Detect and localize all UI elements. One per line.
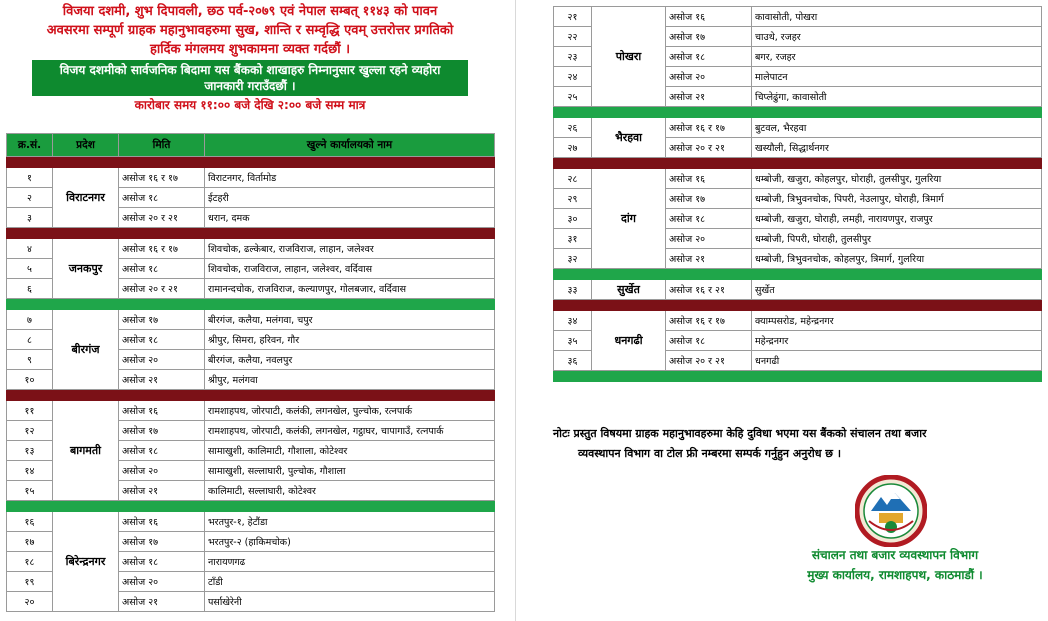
separator-band	[7, 299, 495, 310]
serial-number: ३	[7, 208, 53, 228]
open-date: असोज १६ र १७	[119, 168, 205, 188]
header-province: प्रदेश	[53, 134, 119, 157]
open-offices: क्याम्पसरोड, महेन्द्रनगर	[752, 311, 1042, 331]
open-date: असोज २०	[666, 229, 752, 249]
open-date: असोज १८	[119, 330, 205, 350]
group-separator	[554, 269, 1042, 280]
group-separator	[7, 157, 495, 168]
open-offices: टाँडी	[205, 572, 495, 592]
open-date: असोज २०	[119, 572, 205, 592]
open-date: असोज १८	[119, 441, 205, 461]
open-offices: धरान, दमक	[205, 208, 495, 228]
table-row	[7, 168, 495, 188]
open-offices: बगर, रजहर	[752, 47, 1042, 67]
serial-number: २०	[7, 592, 53, 612]
bank-seal-icon	[855, 475, 927, 547]
open-date: असोज १७	[119, 421, 205, 441]
open-date: असोज २०	[119, 350, 205, 370]
table-row	[554, 169, 1042, 189]
open-offices: शिवचोक, ढल्केबार, राजविराज, लाहान, जलेश्वर	[205, 239, 495, 259]
group-separator	[554, 107, 1042, 118]
table-row	[7, 239, 495, 259]
open-date: असोज १६ र १७	[119, 239, 205, 259]
open-offices: रामानन्दचोक, राजविराज, कल्याणपुर, गोलबजार, वर्दिवास	[205, 279, 495, 299]
serial-number: २	[7, 188, 53, 208]
open-offices: कावासोती, पोखरा	[752, 7, 1042, 27]
serial-number: ९	[7, 350, 53, 370]
serial-number: ३१	[554, 229, 592, 249]
open-offices: रामशाहपथ, जोरपाटी, कलंकी, लगनखेल, पुल्चोक, रत्नपार्क	[205, 401, 495, 421]
serial-number: २१	[554, 7, 592, 27]
group-separator	[7, 299, 495, 310]
open-date: असोज २०	[666, 67, 752, 87]
footer-signature	[775, 545, 1015, 585]
open-date: असोज २० र २१	[119, 279, 205, 299]
open-date: असोज १८	[119, 259, 205, 279]
serial-number: १८	[7, 552, 53, 572]
serial-number: ५	[7, 259, 53, 279]
open-offices: भरतपुर-१, हेटौंडा	[205, 512, 495, 532]
open-offices: चिप्लेढुंगा, कावासोती	[752, 87, 1042, 107]
separator-band	[554, 300, 1042, 311]
serial-number: ३४	[554, 311, 592, 331]
group-separator	[7, 501, 495, 512]
header-offices: खुल्ने कार्यालयको नाम	[205, 134, 495, 157]
serial-number: ७	[7, 310, 53, 330]
note-text	[553, 424, 1043, 464]
open-offices: श्रीपुर, मलंगवा	[205, 370, 495, 390]
note-line-2: व्यवस्थापन विभाग वा टोल फ्री नम्बरमा सम्पर्क गर्नुहुन अनुरोध छ ।	[578, 447, 842, 460]
province-name: बीरगंज	[53, 310, 119, 390]
separator-band	[7, 390, 495, 401]
province-name: धनगढी	[592, 311, 666, 371]
serial-number: २७	[554, 138, 592, 158]
open-offices: धम्बोजी, खजुरा, घोराही, लमही, नारायणपुर, राजपुर	[752, 209, 1042, 229]
note-line-1: नोटः प्रस्तुत विषयमा ग्राहक महानुभावहरुमा केहि दुविधा भएमा यस बैंकको संचालन तथा बजार	[553, 427, 927, 440]
separator-band	[554, 371, 1042, 382]
open-date: असोज २१	[119, 370, 205, 390]
open-offices: रामशाहपथ, जोरपाटी, कलंकी, लगनखेल, गट्ठाघर, चापागाउँ, रत्नपार्क	[205, 421, 495, 441]
open-date: असोज २०	[119, 461, 205, 481]
greeting-line-3: हार्दिक मंगलमय शुभकामना व्यक्त गर्दछौं ।	[149, 42, 351, 57]
province-name: पोखरा	[592, 7, 666, 107]
open-date: असोज १६	[119, 512, 205, 532]
province-name: सुर्खेत	[592, 280, 666, 300]
open-date: असोज १६	[666, 7, 752, 27]
open-offices: श्रीपुर, सिमरा, हरिवन, गौर	[205, 330, 495, 350]
open-date: असोज २० र २१	[666, 138, 752, 158]
open-offices: धम्बोजी, पिपरी, घोराही, तुलसीपुर	[752, 229, 1042, 249]
open-offices: चाउथे, रजहर	[752, 27, 1042, 47]
serial-number: १६	[7, 512, 53, 532]
footer-office: मुख्य कार्यालय, रामशाहपथ, काठमाडौं ।	[807, 568, 983, 582]
open-offices: मालेपाटन	[752, 67, 1042, 87]
serial-number: ३५	[554, 331, 592, 351]
serial-number: १९	[7, 572, 53, 592]
province-name: दांग	[592, 169, 666, 269]
serial-number: २९	[554, 189, 592, 209]
province-name: भैरहवा	[592, 118, 666, 158]
serial-number: १२	[7, 421, 53, 441]
notice-header	[6, 2, 494, 113]
open-offices: सामाखुशी, कालिमाटी, गौशाला, कोटेश्वर	[205, 441, 495, 461]
open-offices: ईटहरी	[205, 188, 495, 208]
table-header-row	[7, 134, 495, 157]
open-offices: पर्साखेरेनी	[205, 592, 495, 612]
province-name: बिरेन्द्रनगर	[53, 512, 119, 612]
open-offices: खस्यौली, सिद्धार्थनगर	[752, 138, 1042, 158]
table-row	[7, 401, 495, 421]
serial-number: २४	[554, 67, 592, 87]
open-offices: विराटनगर, विर्तामोड	[205, 168, 495, 188]
open-date: असोज १६ र १७	[666, 118, 752, 138]
header-sn: क्र.सं.	[7, 134, 53, 157]
open-offices: बीरगंज, कलैया, मलंगवा, चपुर	[205, 310, 495, 330]
serial-number: ३३	[554, 280, 592, 300]
serial-number: ३०	[554, 209, 592, 229]
footer-dept: संचालन तथा बजार व्यवस्थापन विभाग	[811, 548, 979, 562]
open-date: असोज २१	[666, 87, 752, 107]
open-offices: धनगढी	[752, 351, 1042, 371]
open-date: असोज २० र २१	[666, 351, 752, 371]
table-row	[7, 512, 495, 532]
open-offices: बुटवल, भैरहवा	[752, 118, 1042, 138]
open-date: असोज १८	[119, 552, 205, 572]
open-offices: नारायणगढ	[205, 552, 495, 572]
open-offices: सुर्खेत	[752, 280, 1042, 300]
open-date: असोज २० र २१	[119, 208, 205, 228]
open-date: असोज १७	[666, 189, 752, 209]
serial-number: १४	[7, 461, 53, 481]
open-date: असोज १७	[119, 310, 205, 330]
separator-band	[7, 157, 495, 168]
serial-number: २२	[554, 27, 592, 47]
serial-number: ८	[7, 330, 53, 350]
serial-number: २८	[554, 169, 592, 189]
serial-number: ३६	[554, 351, 592, 371]
open-date: असोज १८	[666, 209, 752, 229]
separator-band	[554, 107, 1042, 118]
open-date: असोज १६	[119, 401, 205, 421]
serial-number: १	[7, 168, 53, 188]
open-date: असोज २१	[666, 249, 752, 269]
open-date: असोज १६ र २१	[666, 280, 752, 300]
open-date: असोज १८	[666, 331, 752, 351]
open-date: असोज १८	[119, 188, 205, 208]
separator-band	[554, 158, 1042, 169]
open-date: असोज १७	[666, 27, 752, 47]
table-row	[554, 7, 1042, 27]
greeting-line-1: विजया दशमी, शुभ दिपावली, छठ पर्व-२०७९ एवं नेपाल सम्बत् ११४३ को पावन	[62, 4, 438, 19]
separator-band	[7, 228, 495, 239]
serial-number: १७	[7, 532, 53, 552]
table-row	[7, 310, 495, 330]
serial-number: २६	[554, 118, 592, 138]
open-offices: धम्बोजी, खजुरा, कोहलपुर, घोराही, तुलसीपुर, गुलरिया	[752, 169, 1042, 189]
group-separator	[554, 300, 1042, 311]
open-date: असोज २१	[119, 592, 205, 612]
province-name: बागमती	[53, 401, 119, 501]
open-date: असोज १७	[119, 532, 205, 552]
open-offices: शिवचोक, राजविराज, लाहान, जलेश्वर, वर्दिवास	[205, 259, 495, 279]
table-row	[554, 311, 1042, 331]
open-date: असोज १८	[666, 47, 752, 67]
serial-number: १३	[7, 441, 53, 461]
open-offices: धम्बोजी, त्रिभुवनचोक, पिपरी, नेउलापुर, घोराही, त्रिमार्ग	[752, 189, 1042, 209]
serial-number: ४	[7, 239, 53, 259]
serial-number: ११	[7, 401, 53, 421]
group-separator	[554, 371, 1042, 382]
province-name: जनकपुर	[53, 239, 119, 299]
separator-band	[554, 269, 1042, 280]
holiday-notice: विजय दशमीको सार्वजनिक बिदामा यस बैंकको शाखाहरु निम्नानुसार खुल्ला रहने व्यहोरा जानकारी गराउँदछौं ।	[32, 60, 468, 96]
open-offices: धम्बोजी, त्रिभुवनचोक, कोहलपुर, त्रिमार्ग, गुलरिया	[752, 249, 1042, 269]
open-offices: कालिमाटी, सल्लाघारी, कोटेश्वर	[205, 481, 495, 501]
open-date: असोज १६	[666, 169, 752, 189]
serial-number: १०	[7, 370, 53, 390]
greeting-line-2: अवसरमा सम्पूर्ण ग्राहक महानुभावहरुमा सुख, शान्ति र सम्वृद्धि एवम् उत्तरोत्तर प्रगतिको	[46, 23, 454, 38]
open-offices: बीरगंज, कलैया, नवलपुर	[205, 350, 495, 370]
branch-schedule-table-right	[553, 6, 1042, 382]
province-name: विराटनगर	[53, 168, 119, 228]
serial-number: २३	[554, 47, 592, 67]
table-row	[554, 118, 1042, 138]
serial-number: २५	[554, 87, 592, 107]
branch-schedule-table-left	[6, 133, 495, 612]
open-offices: सामाखुशी, सल्लाघारी, पुल्चोक, गौशाला	[205, 461, 495, 481]
serial-number: ६	[7, 279, 53, 299]
group-separator	[7, 390, 495, 401]
open-offices: भरतपुर-२ (हाकिमचोक)	[205, 532, 495, 552]
header-date: मिति	[119, 134, 205, 157]
page-divider	[515, 0, 516, 621]
open-offices: महेन्द्रनगर	[752, 331, 1042, 351]
group-separator	[554, 158, 1042, 169]
open-date: असोज १६ र १७	[666, 311, 752, 331]
business-hours: कारोबार समय ११:०० बजे देखि २:०० बजे सम्म मात्र	[134, 98, 366, 112]
serial-number: ३२	[554, 249, 592, 269]
separator-band	[7, 501, 495, 512]
open-date: असोज २१	[119, 481, 205, 501]
table-row	[554, 280, 1042, 300]
group-separator	[7, 228, 495, 239]
serial-number: १५	[7, 481, 53, 501]
